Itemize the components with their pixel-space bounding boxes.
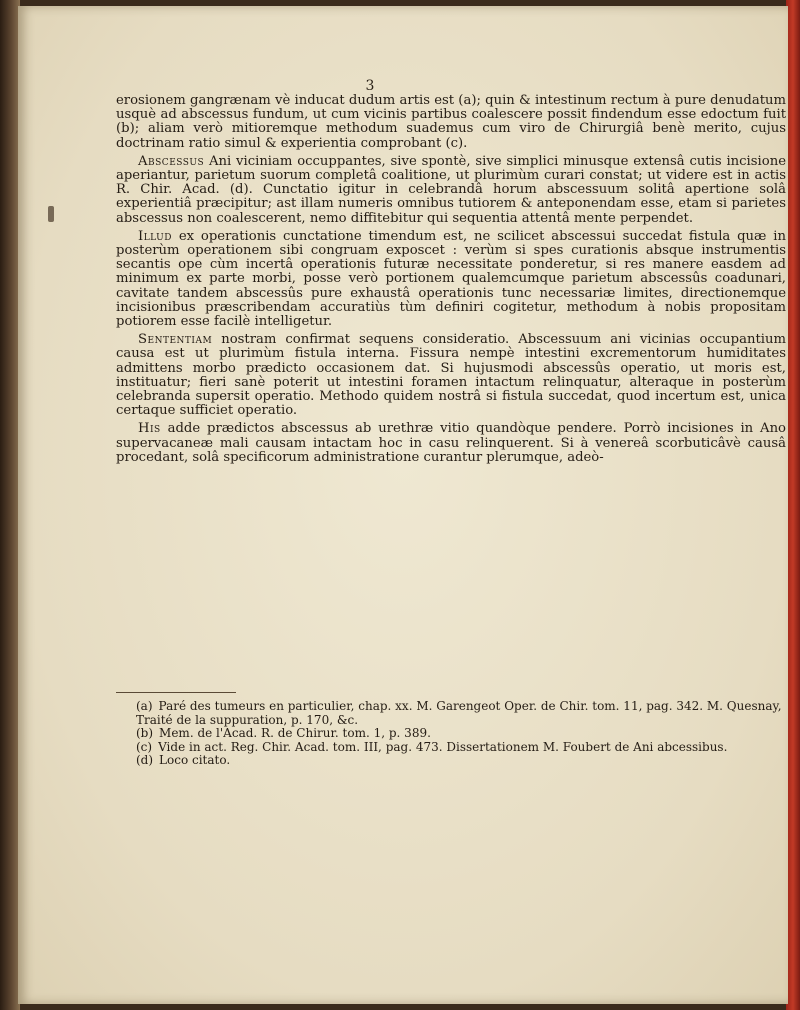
footnote-ref: (d) — [136, 753, 154, 767]
body-text — [116, 94, 786, 469]
paragraph-text: ex operationis cunctatione timendum est, ne scilicet abscessui succedat fistula quæ in posterùm operationem sibi congruam exposcet : verùm si spes curationis absque instrumentis secantis ope cùm incertâ operationis futuræ necessitate ponderetur, si res manere easdem ad minimum ex parte morbi, posse verò portionem qualemcumque parietum abscessûs coadunari, cavitate tandem abscessûs pure exhaustâ operationis tunc necessariæ limites, directionemque incisionibus præscribendam accuratiùs tùm definiri cogitetur, methodum à nobis propositam potiorem esse facilè intelligetur. — [116, 228, 786, 330]
footnote — [136, 727, 784, 741]
paragraph-3 — [116, 230, 786, 329]
footnote-text: Vide in act. Reg. Chir. Acad. tom. III, pag. 473. Dissertationem M. Foubert de Ani abcessibus. — [158, 739, 728, 754]
paragraph-text: erosionem gangrænam vè inducat dudum artis est (a); quin & intestinum rectum à pure denudatum usquè ad abscessus fundum, ut cum vicinis partibus coalescere possit findendum esse edoctum fuit (b); aliam verò mitioremque methodum suademus cum viro de Chirurgiâ benè merito, cujus doctrinam ratio simul & experientia comprobant (c). — [116, 93, 786, 151]
paragraph-text: nostram confirmat sequens consideratio. Abscessuum ani vicinias occupantium causa est ut plurimùm fistula interna. Fissura nempè intestini excrementorum humiditates admittens morbo prædicto occasionem dat. Si hujusmodi abscessûs operatio, ut moris est, instituatur; fieri sanè poterit ut intestini foramen intactum relinquatur, alteraque in posterùm celebranda supersit operatio. Methodo quidem nostrâ si fistula succedat, quod incertum est, unica certaque sufficiet operatio. — [116, 332, 786, 419]
margin-mark — [48, 206, 54, 222]
footnote-text: Paré des tumeurs en particulier, chap. xx. M. Garengeot Oper. de Chir. tom. 11, pag. 342. M. Quesnay, Traité de la suppuration, p. 170, &c. — [136, 699, 782, 727]
paragraph-4 — [116, 333, 786, 418]
footnote-text: Mem. de l'Acad. R. de Chirur. tom. 1, p. 389. — [159, 726, 431, 740]
document-page — [18, 6, 788, 1004]
paragraph-2 — [116, 155, 786, 226]
footnote — [136, 700, 784, 727]
paragraph-lead: Sententiam — [138, 332, 213, 348]
footnote-ref: (c) — [136, 739, 153, 754]
footnotes — [136, 700, 784, 768]
book-spine — [0, 0, 20, 1010]
paragraph-lead: Illud — [138, 228, 172, 244]
paragraph-lead: His — [138, 421, 161, 437]
page-number: 3 — [365, 78, 375, 94]
paragraph-text: Ani viciniam occuppantes, sive spontè, sive simplici minusque extensâ cutis incisione aperiantur, parietum suorum completâ coalitione, ut plurimùm curari constat; ut videre est in actis R. Chir. Acad. (d). Cunctatio igitur in celebrandâ horum abscessuum solitâ apertione solâ experientiâ præcipitur; ast illam numeris omnibus tutiorem & anteponendam esse, etam si parietes abscessus non coalescerent, nemo diffitebitur qui sequentia attentâ mente perpendet. — [116, 153, 786, 226]
paragraph-5 — [116, 422, 786, 465]
footnote-ref: (a) — [136, 699, 153, 713]
paragraph-1 — [116, 94, 786, 151]
footnote — [136, 741, 784, 755]
paragraph-lead: Abscessus — [138, 153, 205, 169]
page-edge — [786, 0, 800, 1010]
footnote-text: Loco citato. — [159, 753, 231, 767]
footnote-divider — [116, 692, 236, 693]
footnote-ref: (b) — [136, 726, 154, 740]
footnote — [136, 754, 784, 768]
paragraph-text: adde prædictos abscessus ab urethræ vitio quandòque pendere. Porrò incisiones in Ano supervacaneæ mali causam intactam hoc in casu relinquerent. Si à venereâ scorbuticâvè causâ procedant, solâ specificorum administratione curantur plerumque, adeò- — [116, 421, 786, 465]
